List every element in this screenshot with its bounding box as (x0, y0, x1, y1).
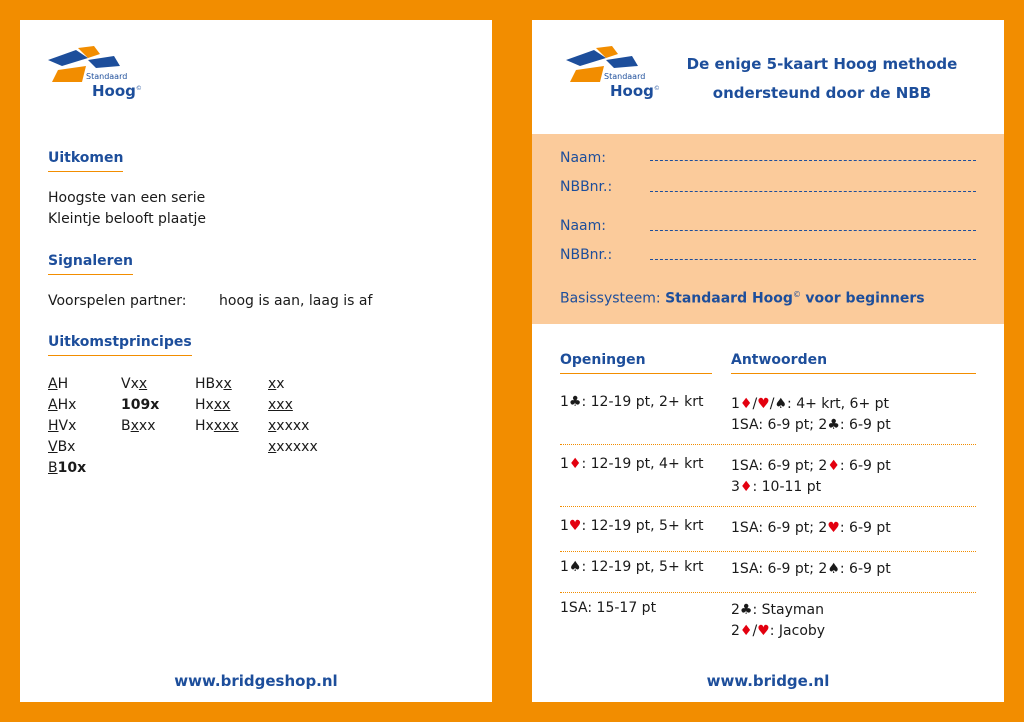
heading-uitkomstprincipes: Uitkomstprincipes (48, 334, 192, 356)
naam-label-1: Naam: (560, 150, 606, 166)
naam-field-1[interactable] (650, 160, 976, 161)
bid-row (560, 456, 976, 507)
tagline-line-1: De enige 5-kaart Hoog methode (686, 55, 958, 73)
heading-signaleren: Signaleren (48, 253, 133, 275)
heading-openingen: Openingen (560, 352, 712, 374)
table-cell: AH (48, 376, 69, 392)
heading-uitkomen: Uitkomen (48, 150, 123, 172)
left-card-panel (20, 20, 492, 702)
answer-bids: 2♣: Stayman 2♦/♥: Jacoby (731, 602, 826, 639)
bid-row (560, 559, 976, 593)
opening-bid: 1♦: 12-19 pt, 4+ krt (560, 456, 704, 472)
table-cell: B10x (48, 460, 87, 476)
naam-field-2[interactable] (650, 230, 976, 231)
footer-link-bridgeshop[interactable]: www.bridgeshop.nl (174, 672, 338, 690)
opening-bid: 1♥: 12-19 pt, 5+ krt (560, 518, 704, 534)
table-cell: AHx (48, 397, 77, 413)
opening-bid: 1♣: 12-19 pt, 2+ krt (560, 394, 704, 410)
answer-bids: 1SA: 6-9 pt; 2♦: 6-9 pt 3♦: 10-11 pt (731, 458, 891, 495)
naam-label-2: Naam: (560, 218, 606, 234)
signaleren-value: hoog is aan, laag is af (219, 293, 373, 309)
answer-bids: 1SA: 6-9 pt; 2♥: 6-9 pt (731, 520, 891, 536)
answer-bids: 1SA: 6-9 pt; 2♠: 6-9 pt (731, 561, 891, 577)
footer-link-bridge[interactable]: www.bridge.nl (706, 672, 830, 690)
logo-small-text: Standaard (604, 72, 646, 81)
nbbnr-label-2: NBBnr.: (560, 247, 613, 263)
nbbnr-field-2[interactable] (650, 259, 976, 260)
table-cell: VBx (48, 439, 76, 455)
table-cell: 109x (121, 397, 160, 413)
table-cell: xx (268, 376, 285, 392)
bid-row (560, 600, 976, 646)
nbbnr-field-1[interactable] (650, 191, 976, 192)
opening-bid: 1SA: 15-17 pt (560, 600, 657, 616)
table-cell: HBxx (195, 376, 232, 392)
bid-row (560, 394, 976, 445)
logo-big-text: Hoog© (92, 82, 142, 100)
opening-bid: 1♠: 12-19 pt, 5+ krt (560, 559, 704, 575)
table-cell: Hxxx (195, 397, 231, 413)
tagline (672, 50, 972, 108)
right-card-panel (532, 20, 1004, 702)
standaard-hoog-logo (566, 46, 666, 106)
table-cell: HVx (48, 418, 77, 434)
uitkomen-line-2: Kleintje belooft plaatje (48, 211, 206, 227)
standaard-hoog-logo (48, 46, 148, 106)
logo-small-text: Standaard (86, 72, 128, 81)
table-cell: xxxxx (268, 418, 310, 434)
table-cell: Bxxx (121, 418, 156, 434)
logo-big-text: Hoog© (610, 82, 660, 100)
answer-bids: 1♦/♥/♠: 4+ krt, 6+ pt 1SA: 6-9 pt; 2♣: 6-9 pt (731, 396, 891, 433)
table-cell: Hxxxx (195, 418, 239, 434)
table-cell: xxxxxx (268, 439, 318, 455)
table-cell: Vxx (121, 376, 148, 392)
table-cell: xxx (268, 397, 293, 413)
bid-row (560, 518, 976, 552)
basissysteem-line: Basissysteem: Standaard Hoog© voor beginners (560, 290, 925, 307)
uitkomen-line-1: Hoogste van een serie (48, 190, 206, 206)
tagline-line-2: ondersteund door de NBB (712, 84, 932, 102)
heading-antwoorden: Antwoorden (731, 352, 976, 374)
player-form (532, 134, 1004, 324)
nbbnr-label-1: NBBnr.: (560, 179, 613, 195)
signaleren-label: Voorspelen partner: (48, 293, 187, 309)
